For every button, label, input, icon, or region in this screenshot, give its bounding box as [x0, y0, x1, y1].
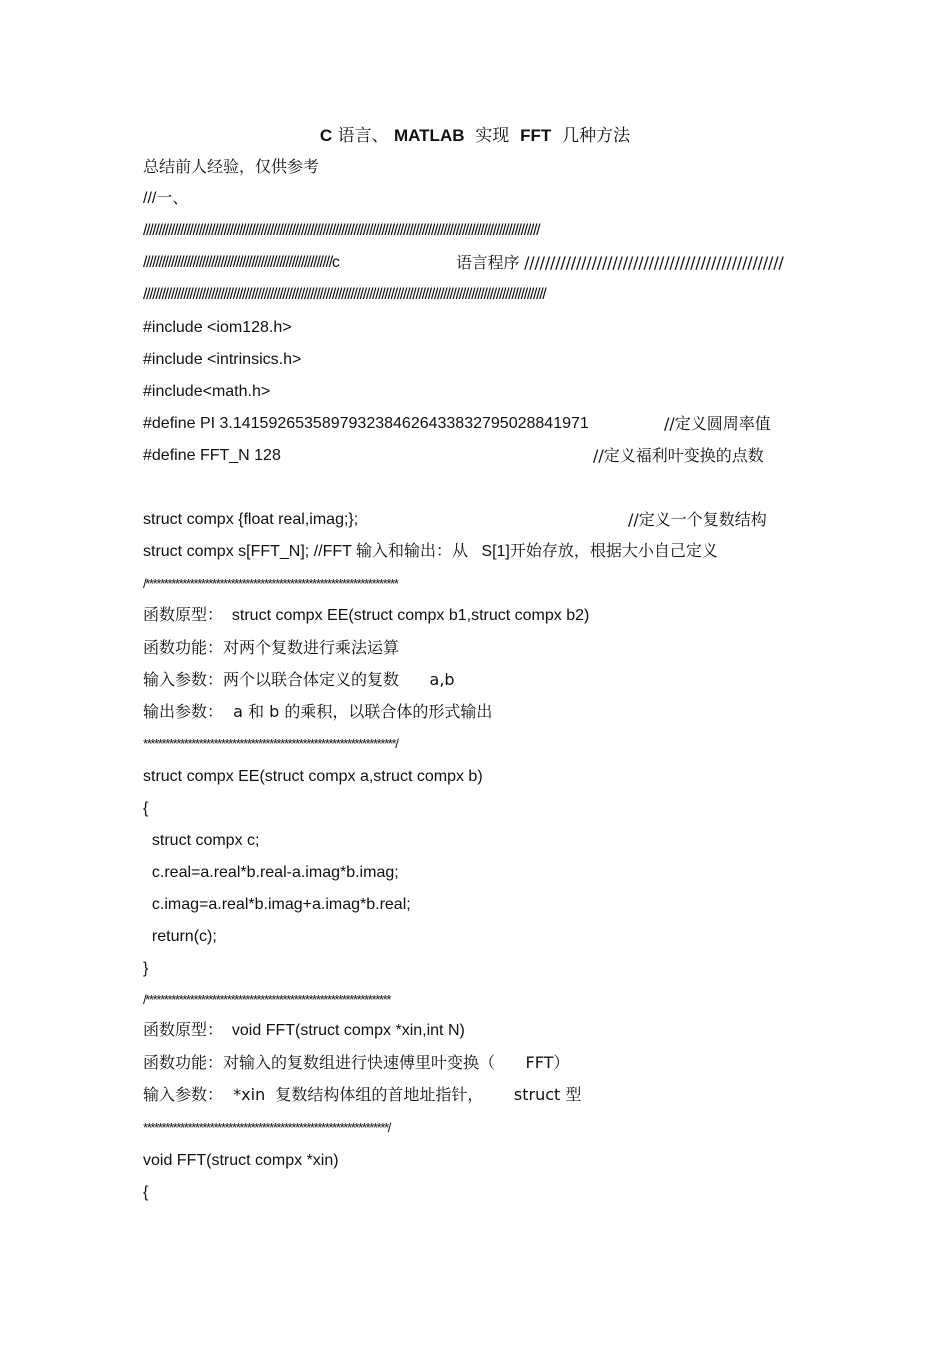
title-implement: 实现	[464, 126, 521, 146]
include-intrinsics: #include <intrinsics.h>	[143, 351, 302, 368]
ee-output: 输出参数： a 和 b 的乘积，以联合体的形式输出	[143, 702, 493, 721]
document-title	[0, 124, 950, 148]
fft-prototype: 函数原型： void FFT(struct compx *xin,int N)	[143, 1022, 465, 1039]
ee-open-brace: {	[143, 800, 149, 817]
define-fft-n-comment: //定义福利叶变换的点数	[593, 446, 764, 465]
ee-imag-calc: c.imag=a.real*b.imag+a.imag*b.real;	[143, 896, 411, 913]
title-c: C	[319, 126, 333, 145]
ee-function: 函数功能：对两个复数进行乘法运算	[143, 638, 400, 657]
comment-rule-2a: /////////////////////////////////////////////////////////////c	[143, 254, 339, 271]
ee-decl-c: struct compx c;	[143, 832, 260, 849]
title-language: 语言、	[332, 126, 394, 146]
include-iom128: #include <iom128.h>	[143, 319, 292, 336]
comment-rule-3: //////////////////////////////////////////////////////////////////////////////////////////////////////////////////////////////////	[143, 286, 546, 303]
include-math: #include<math.h>	[143, 383, 271, 400]
fft-signature: void FFT(struct compx *xin)	[143, 1152, 339, 1169]
fft-function: 函数功能：对输入的复数组进行快速傅里叶变换（ FFT）	[143, 1053, 570, 1072]
comment-rule-2b: 语言程序 //////////////////////////////////////////////////	[456, 253, 784, 272]
intro-text: 总结前人经验，仅供参考	[143, 157, 320, 176]
define-fft-n: #define FFT_N 128	[143, 447, 281, 464]
ee-return: return(c);	[143, 928, 217, 945]
ee-signature: struct compx EE(struct compx a,struct compx b)	[143, 768, 483, 785]
comment-rule-1: ////////////////////////////////////////////////////////////////////////////////////////////////////////////////////////////////	[143, 222, 540, 239]
comment-block-start-2: /******************************************************************	[143, 992, 391, 1007]
struct-compx-def: struct compx {float real,imag;};	[143, 511, 359, 528]
struct-compx-array: struct compx s[FFT_N]; //FFT 输入和输出：从 S[1]开始存放，根据大小自己定义	[143, 543, 718, 560]
section-one-heading: ///一、	[143, 190, 189, 207]
fft-open-brace: {	[143, 1184, 149, 1201]
comment-block-end-2: ******************************************************************/	[143, 1120, 391, 1135]
ee-close-brace: }	[143, 960, 149, 977]
comment-block-end-1: ********************************************************************/	[143, 736, 398, 751]
title-fft: FFT	[520, 126, 552, 145]
struct-compx-comment: //定义一个复数结构	[628, 510, 767, 529]
define-pi-comment: //定义圆周率值	[664, 414, 771, 433]
ee-input: 输入参数：两个以联合体定义的复数 a,b	[143, 670, 455, 689]
title-methods: 几种方法	[551, 126, 631, 146]
title-matlab: MATLAB	[394, 126, 465, 145]
define-pi: #define PI 3.1415926535897932384626433832795028841971	[143, 415, 589, 432]
ee-real-calc: c.real=a.real*b.real-a.imag*b.imag;	[143, 864, 399, 881]
fft-input: 输入参数： *xin 复数结构体组的首地址指针， struct 型	[143, 1085, 582, 1104]
ee-prototype: 函数原型： struct compx EE(struct compx b1,struct compx b2)	[143, 607, 590, 624]
comment-block-start-1: /********************************************************************	[143, 576, 398, 591]
